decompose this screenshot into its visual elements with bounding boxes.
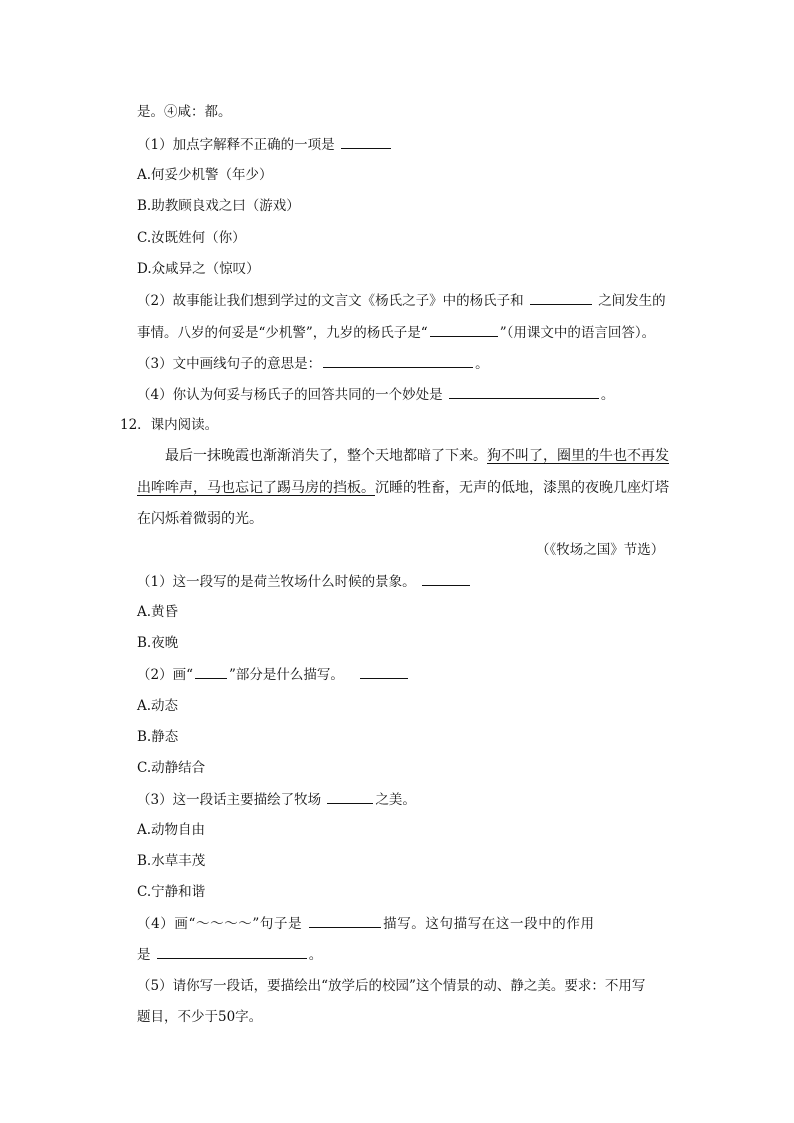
q12-part3-text-a: （3）这一段话主要描绘了牧场 <box>137 792 322 808</box>
option-c: C.宁静和谐 <box>137 884 206 900</box>
q12-part4-end: 。 <box>308 947 323 963</box>
q12-part1-stem <box>137 571 472 592</box>
q11-part2-text-b: 之间发生的 <box>598 293 666 309</box>
answer-blank[interactable] <box>530 290 592 305</box>
q11-part2-line2 <box>137 322 655 343</box>
option-a: A.黄昏 <box>137 604 179 620</box>
q11-part4 <box>137 384 614 405</box>
q12-part4-text-a: （4）画“～～～～”句子是 <box>137 916 303 932</box>
underlined-sentence: 出哞哞声，马也忘记了踢马房的挡板。 <box>137 480 375 496</box>
underlined-sentence: 狗不叫了，圈里的牛也不再发 <box>487 448 669 464</box>
q11-part4-end: 。 <box>600 387 615 403</box>
answer-blank[interactable] <box>309 913 381 928</box>
passage-text: 沉睡的牲畜，无声的低地，漆黑的夜晚几座灯塔 <box>375 480 669 496</box>
option-b: B.助教顾良戏之曰（游戏） <box>137 198 300 214</box>
option-b: B.夜晚 <box>137 635 179 651</box>
option-b: B.水草丰茂 <box>137 853 206 869</box>
q11-part4-text: （4）你认为何妥与杨氏子的回答共同的一个妙处是 <box>137 387 443 403</box>
option-a: A.何妥少机警（年少） <box>137 167 273 183</box>
option-c: C.动静结合 <box>137 760 206 776</box>
passage-text: 最后一抹晚霞也渐渐消失了，整个天地都暗了下来。 <box>165 448 487 464</box>
answer-blank[interactable] <box>360 664 408 679</box>
q12-title: 12．课内阅读。 <box>120 417 219 433</box>
answer-blank[interactable] <box>157 944 307 959</box>
option-c: C.汝既姓何（你） <box>137 230 246 246</box>
answer-blank[interactable] <box>341 134 391 149</box>
q12-part5-line1: （5）请你写一段话，要描绘出“放学后的校园”这个情景的动、静之美。要求：不用写 <box>137 978 646 994</box>
answer-blank <box>195 664 227 679</box>
q12-part4-line1 <box>137 913 595 934</box>
q11-part1-stem-text: （1）加点字解释不正确的一项是 <box>137 137 335 153</box>
answer-blank[interactable] <box>422 571 470 586</box>
q11-part3-text: （3）文中画线句子的意思是： <box>137 356 322 372</box>
passage-line-2 <box>137 478 669 498</box>
q12-part3-stem <box>137 789 416 810</box>
q11-part2-text-d: ”（用课文中的语言回答）。 <box>499 325 656 341</box>
text-line: 是。④咸：都。 <box>137 104 232 120</box>
option-a: A.动态 <box>137 698 179 714</box>
q11-part2-line1 <box>137 290 666 311</box>
q11-part3 <box>137 353 489 374</box>
passage-line-1 <box>165 446 669 466</box>
q11-part3-end: 。 <box>475 356 489 372</box>
q12-part1-stem-text: （1）这一段写的是荷兰牧场什么时候的景象。 <box>137 574 416 590</box>
passage-source: （《牧场之国》节选） <box>536 542 665 558</box>
passage-line-3: 在闪烁着微弱的光。 <box>137 511 263 527</box>
q11-part1-stem <box>137 134 393 155</box>
q12-part2-text-a: （2）画“ <box>137 667 193 683</box>
q11-part2-text-a: （2）故事能让我们想到学过的文言文《杨氏之子》中的杨氏子和 <box>137 293 524 309</box>
answer-blank[interactable] <box>323 353 473 368</box>
q12-part3-text-b: 之美。 <box>375 792 416 808</box>
q12-part4-line2 <box>137 944 322 965</box>
answer-blank[interactable] <box>449 384 599 399</box>
q11-part2-text-c: 事情。八岁的何妥是“少机警”，九岁的杨氏子是“ <box>137 325 428 341</box>
answer-blank[interactable] <box>327 789 373 804</box>
q12-part4-text-c: 是 <box>137 947 151 963</box>
option-b: B.静态 <box>137 729 179 745</box>
option-d: D.众咸异之（惊叹） <box>137 261 260 277</box>
option-a: A.动物自由 <box>137 822 206 838</box>
q12-part2-text-b: ”部分是什么描写。 <box>229 667 344 683</box>
answer-blank[interactable] <box>430 322 498 337</box>
q12-part2-stem <box>137 664 410 685</box>
q12-part5-line2: 题目，不少于50字。 <box>137 1009 263 1025</box>
q12-part4-text-b: 描写。这句描写在这一段中的作用 <box>383 916 595 932</box>
